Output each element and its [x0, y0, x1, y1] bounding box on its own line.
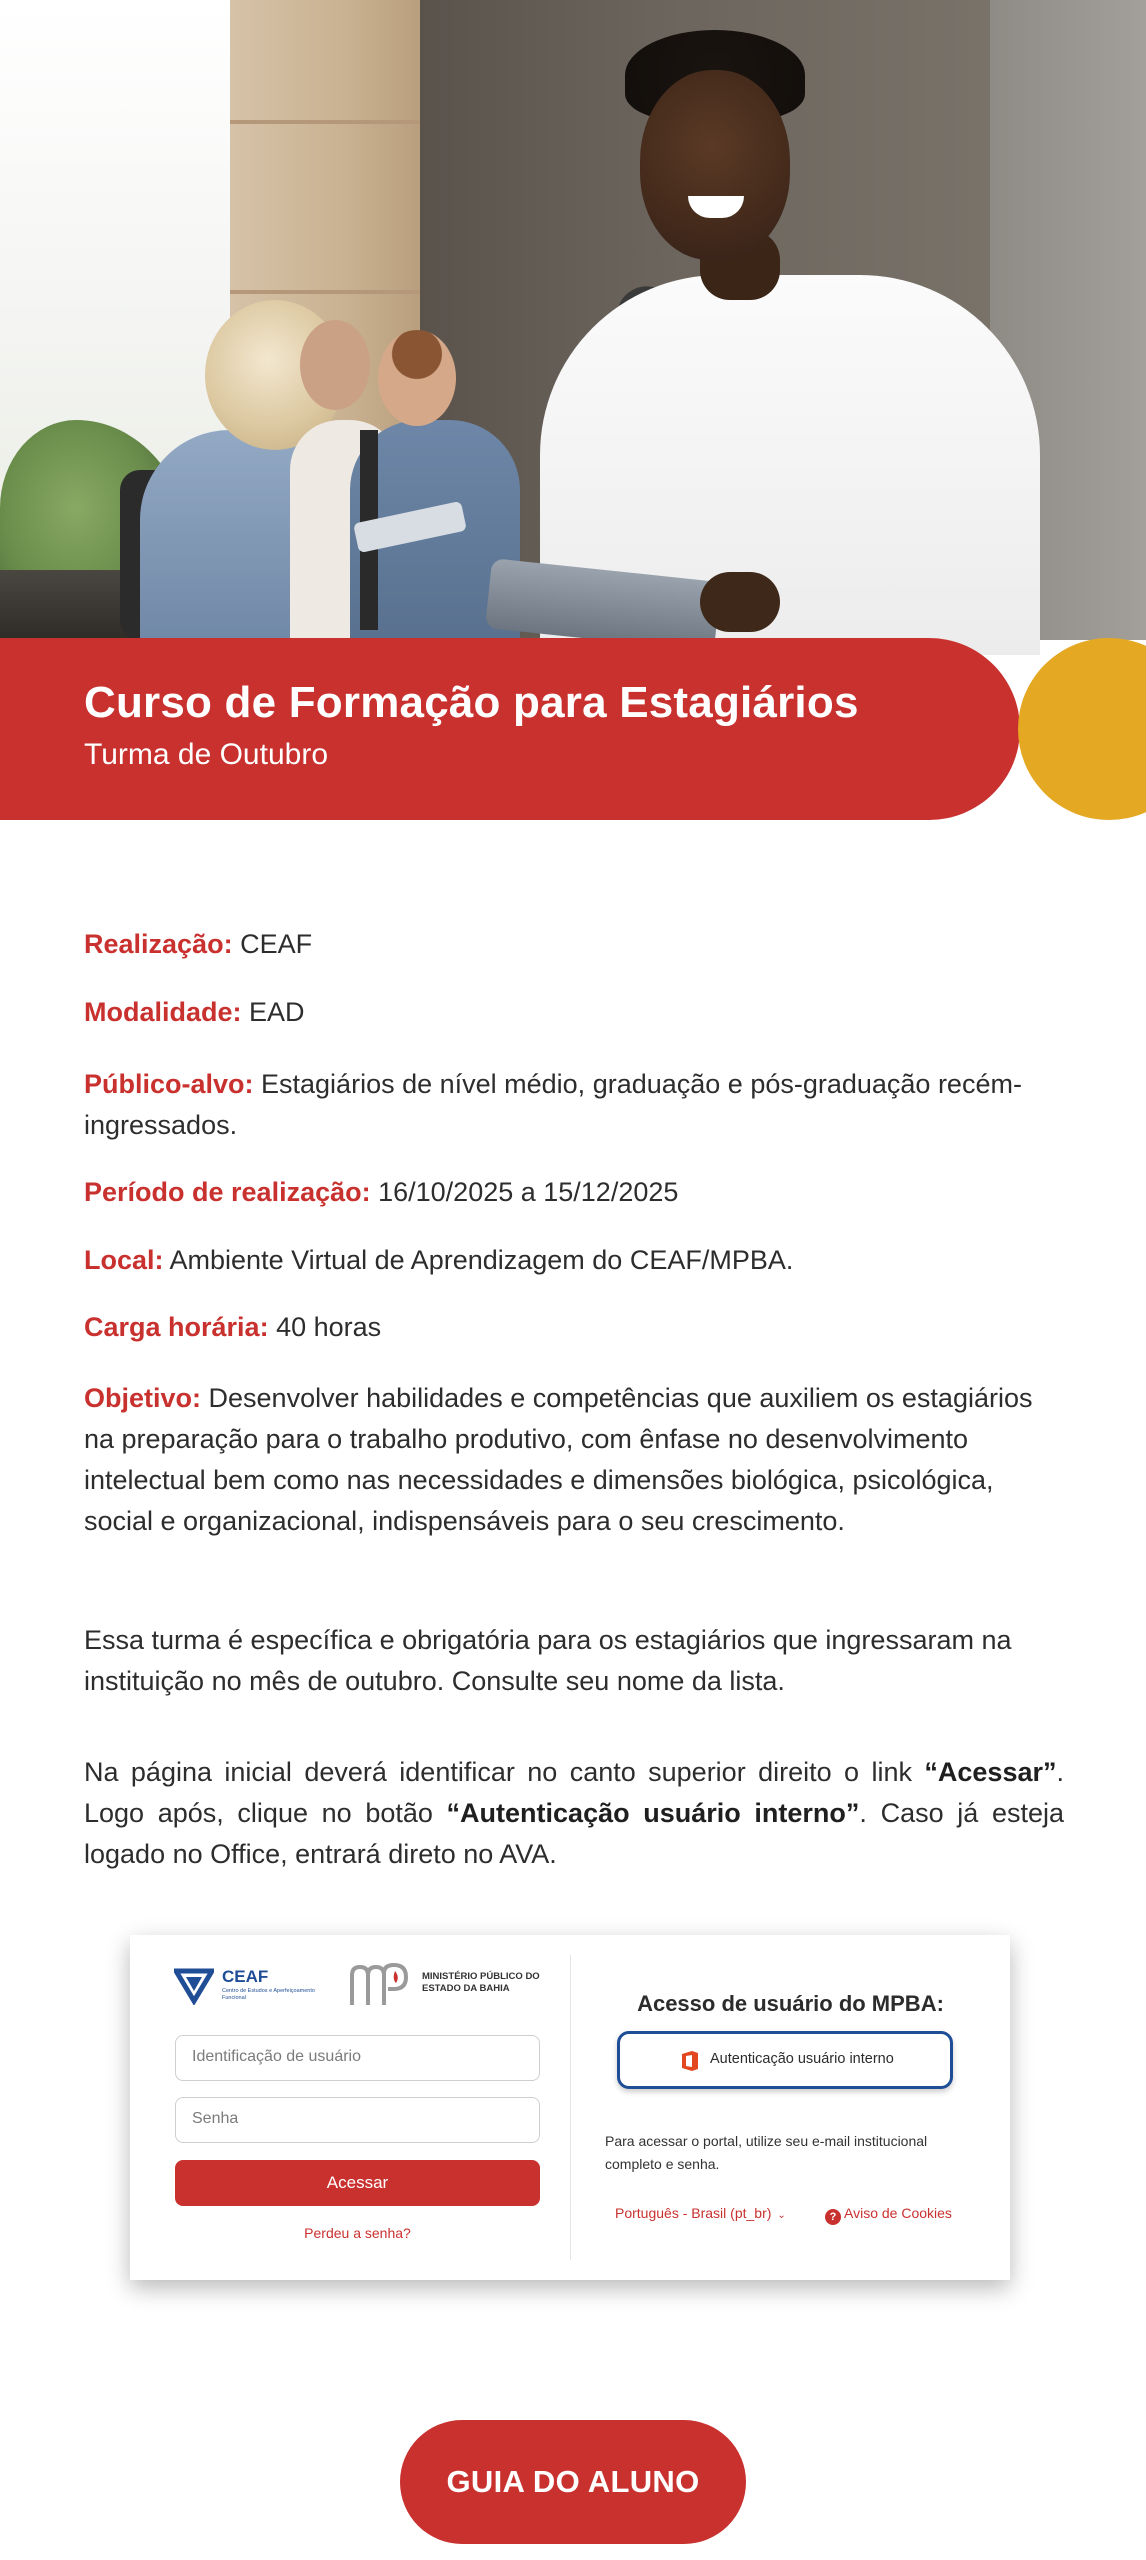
internal-auth-button[interactable] [617, 2031, 953, 2089]
instructions-text: . Caso já esteja logado no Office, entrará direto no AVA. [84, 1798, 1064, 1869]
office-icon [680, 2050, 700, 2072]
detail-value: 40 horas [268, 1312, 382, 1342]
detail-value: Ambiente Virtual de Aprendizagem do CEAF/MPBA. [163, 1245, 794, 1275]
ceaf-logo-icon [174, 1965, 214, 2005]
internal-auth-label: Autenticação usuário interno [710, 2051, 894, 2067]
detail-label: Objetivo: [84, 1383, 202, 1413]
login-button[interactable]: Acessar [175, 2160, 540, 2206]
detail-value: EAD [241, 997, 305, 1027]
access-info: Para acessar o portal, utilize seu e-mail institucional completo e senha. [605, 2133, 928, 2172]
language-label: Português - Brasil (pt_br) [615, 2205, 772, 2221]
detail-value: 16/10/2025 a 15/12/2025 [370, 1177, 679, 1207]
student-head [300, 320, 370, 410]
detail-periodo [84, 1172, 1064, 1213]
login-screenshot [130, 1935, 1010, 2280]
detail-realizacao [84, 924, 1064, 965]
instructions-highlight: “Acessar” [924, 1757, 1057, 1787]
ceaf-name: CEAF [222, 1967, 269, 1986]
detail-modalidade [84, 992, 1064, 1033]
instructions-text: Na página inicial deverá identificar no canto superior direito o link [84, 1757, 925, 1787]
password-field[interactable]: Senha [175, 2097, 540, 2143]
detail-publico-alvo [84, 1064, 1064, 1146]
detail-label: Carga horária: [84, 1312, 269, 1342]
detail-local [84, 1240, 1064, 1281]
detail-label: Público-alvo: [84, 1069, 254, 1099]
forgot-password-link[interactable]: Perdeu a senha? [304, 2225, 411, 2241]
mpba-logo-icon [348, 1961, 412, 2011]
login-panel [130, 1935, 570, 2280]
main-student-face [640, 70, 790, 260]
detail-value: CEAF [232, 929, 313, 959]
course-title: Curso de Formação para Estagiários [84, 678, 859, 727]
building-seam [230, 120, 420, 124]
course-subtitle: Turma de Outubro [84, 738, 328, 771]
cookie-notice-link[interactable] [825, 2205, 952, 2225]
help-icon: ? [825, 2209, 841, 2225]
detail-carga-horaria [84, 1307, 1064, 1348]
detail-label: Período de realização: [84, 1177, 371, 1207]
cookie-notice-label: Aviso de Cookies [844, 2205, 952, 2221]
chevron-down-icon: ⌄ [777, 2210, 786, 2221]
student-head [378, 330, 456, 426]
language-selector[interactable] [615, 2205, 786, 2221]
username-field[interactable]: Identificação de usuário [175, 2035, 540, 2081]
title-banner [0, 638, 1020, 820]
detail-value: Desenvolver habilidades e competências que auxiliem os estagiários na preparação para o trabalho produtivo, com ênfase no desenvolvimento intelectual bem como nas necessidades e dimensões biológica, psicológica, social e organizacional, indispensáveis para o seu crescimento. [84, 1383, 1033, 1536]
detail-value: Estagiários de nível médio, graduação e pós-graduação recém-ingressados. [84, 1069, 1022, 1140]
detail-label: Modalidade: [84, 997, 242, 1027]
instructions-paragraph [84, 1752, 1064, 1875]
access-panel [571, 1935, 1010, 2280]
instructions-text: . Logo após, clique no botão [84, 1757, 1064, 1828]
student-guide-button[interactable]: GUIA DO ALUNO [400, 2420, 746, 2544]
instructions-highlight: “Autenticação usuário interno” [446, 1798, 860, 1828]
ceaf-logo [174, 1965, 314, 2009]
detail-objetivo [84, 1378, 1064, 1542]
notice-paragraph: Essa turma é específica e obrigatória para os estagiários que ingressaram na instituição no mês de outubro. Consulte seu nome da lista. [84, 1625, 1012, 1696]
access-title: Acesso de usuário do MPBA: [637, 1991, 944, 2016]
detail-label: Realização: [84, 929, 233, 959]
detail-label: Local: [84, 1245, 164, 1275]
building-seam [230, 290, 420, 294]
mpba-logo [348, 1961, 548, 2011]
ceaf-subtitle: Centro de Estudos e Aperfeiçoamento Funcional [222, 1988, 315, 2001]
main-student-hand [700, 572, 780, 632]
mpba-name: MINISTÉRIO PÚBLICO DO ESTADO DA BAHIA [422, 1971, 540, 1994]
